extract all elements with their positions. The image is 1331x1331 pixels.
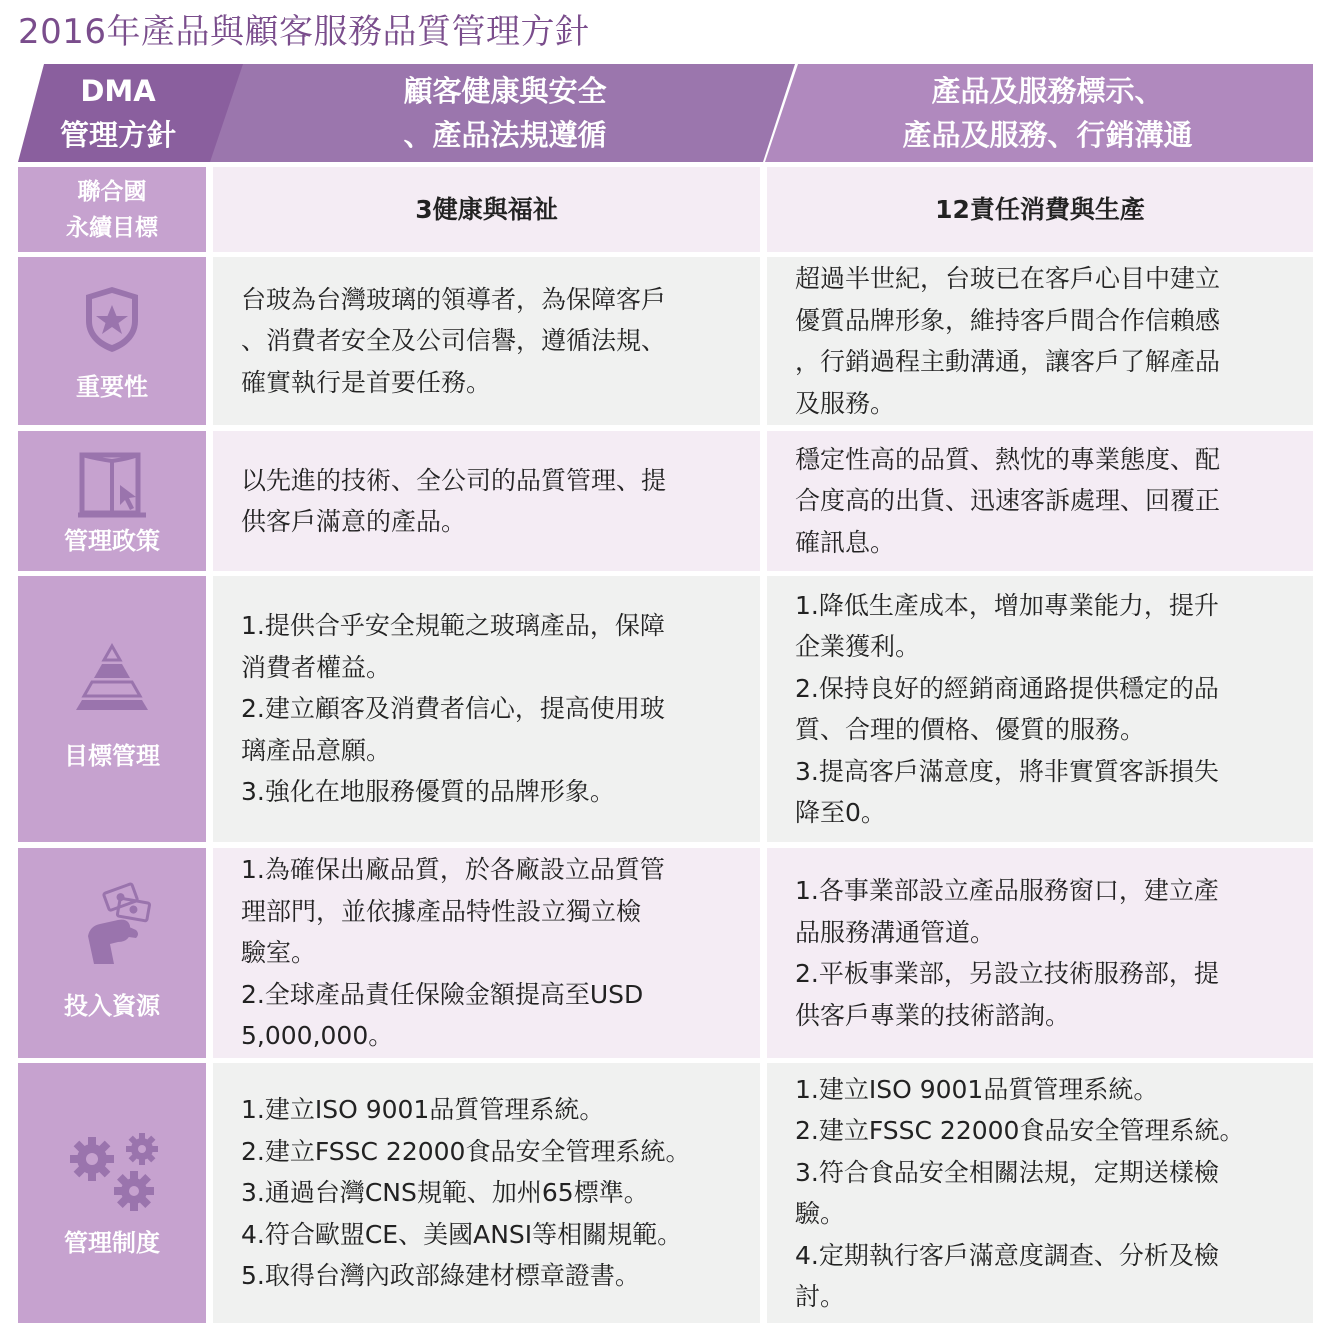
policy-labeling-line1: 穩定性高的品質、熱忱的專業態度、配	[795, 444, 1221, 474]
system-health-item-1-line1: 1.建立ISO 9001品質管理系統。	[241, 1095, 605, 1125]
system-health-item-4	[241, 1214, 746, 1256]
goals-labeling-item-2	[795, 668, 1299, 751]
system-health-item-4-line1: 4.符合歐盟CE、美國ANSI等相關規範。	[241, 1219, 683, 1249]
hand-money-icon	[18, 878, 206, 968]
page-title: 2016年產品與顧客服務品質管理方針	[18, 12, 590, 52]
system-health-item-2-line1: 2.建立FSSC 22000食品安全管理系統。	[241, 1136, 691, 1166]
row-label-sdg-line1: 聯合國	[77, 178, 147, 205]
row-label-resources	[18, 848, 206, 1058]
resources-health-item-1-line3: 驗室。	[241, 938, 317, 968]
system-health-item-2	[241, 1131, 746, 1173]
row-label-resources-text: 投入資源	[64, 992, 160, 1020]
system-labeling-item-3-line2: 驗。	[795, 1199, 846, 1228]
importance-health-line1: 台玻為台灣玻璃的領導者，為保障客戶	[241, 284, 667, 314]
goals-health-item-3-line1: 3.強化在地服務優質的品牌形象。	[241, 777, 615, 807]
resources-health-item-1-line2: 理部門，並依據產品特性設立獨立檢	[241, 896, 642, 926]
resources-labeling-item-1-line1: 1.各事業部設立產品服務窗口，建立產	[795, 876, 1219, 905]
importance-labeling-line3: ，行銷過程主動溝通，讓客戶了解產品	[795, 347, 1221, 376]
goals-health-item-3	[241, 771, 746, 813]
resources-health-item-2-line1: 2.全球產品責任保險金額提高至USD	[241, 979, 644, 1009]
sdg-consumption	[767, 167, 1313, 252]
policy-health	[213, 431, 760, 571]
header-dma-line1: DMA	[80, 74, 156, 108]
resources-labeling-item-2-line2: 供客戶專業的技術諮詢。	[795, 1000, 1071, 1030]
policy-health-line2: 供客戶滿意的產品。	[241, 507, 467, 536]
sdg-health	[213, 167, 760, 252]
goals-labeling-item-1	[795, 585, 1299, 668]
system-health-item-3-line1: 3.通過台灣CNS規範、加州65標準。	[241, 1178, 649, 1208]
resources-labeling-item-1	[795, 870, 1299, 953]
system-labeling-item-4-line1: 4.定期執行客戶滿意度調查、分析及檢	[795, 1240, 1219, 1270]
importance-labeling-line2: 優質品牌形象，維持客戶間合作信賴感	[795, 305, 1221, 335]
system-labeling-item-3	[795, 1152, 1299, 1235]
sdg-consumption-text: 12責任消費與生產	[935, 194, 1145, 224]
goals-health-item-1-line1: 1.提供合乎安全規範之玻璃產品，保障	[241, 611, 665, 641]
resources-health-item-2	[241, 974, 746, 1057]
header-labeling	[765, 64, 1313, 162]
system-labeling-item-1-line1: 1.建立ISO 9001品質管理系統。	[795, 1074, 1159, 1104]
system-labeling-item-1	[795, 1069, 1299, 1111]
row-label-importance-text: 重要性	[76, 373, 148, 401]
goals-health-item-2-line2: 璃產品意願。	[241, 735, 392, 765]
system-labeling-item-4-line2: 討。	[795, 1282, 846, 1311]
resources-health-item-1-line1: 1.為確保出廠品質，於各廠設立品質管	[241, 855, 665, 885]
policy-health-line1: 以先進的技術、全公司的品質管理、提	[241, 465, 667, 495]
resources-health	[213, 848, 760, 1058]
system-health	[213, 1063, 760, 1323]
resources-labeling-item-2	[795, 953, 1299, 1036]
goals-health	[213, 576, 760, 842]
system-labeling-item-2	[795, 1110, 1299, 1152]
row-label-goals	[18, 576, 206, 842]
importance-labeling-line1: 超過半世紀，台玻已在客戶心目中建立	[795, 264, 1221, 293]
goals-health-item-1	[241, 605, 746, 688]
resources-labeling	[767, 848, 1313, 1058]
header-labeling-line1: 產品及服務標示、	[931, 74, 1164, 108]
header-health-safety	[210, 64, 795, 162]
header-health-safety-line1: 顧客健康與安全	[403, 74, 607, 108]
system-labeling-item-3-line1: 3.符合食品安全相關法規，定期送樣檢	[795, 1157, 1219, 1187]
resources-health-item-1	[241, 849, 746, 974]
resources-labeling-item-2-line1: 2.平板事業部，另設立技術服務部，提	[795, 959, 1219, 988]
goals-labeling-item-3	[795, 751, 1299, 834]
goals-health-item-2	[241, 688, 746, 771]
importance-labeling	[767, 257, 1313, 425]
goals-health-item-1-line2: 消費者權益。	[241, 652, 392, 682]
policy-labeling-line3: 確訊息。	[795, 527, 896, 557]
header-health-safety-line2: 、產品法規遵循	[403, 118, 607, 152]
system-health-item-3	[241, 1172, 746, 1214]
resources-labeling-item-1-line2: 品服務溝通管道。	[795, 917, 996, 947]
system-labeling	[767, 1063, 1313, 1323]
row-label-system-text: 管理制度	[64, 1229, 160, 1257]
row-label-policy-text: 管理政策	[64, 527, 160, 555]
system-labeling-item-4	[795, 1235, 1299, 1318]
gears-icon	[18, 1127, 206, 1217]
goals-labeling-item-3-line1: 3.提高客戶滿意度，將非實質客訴損失	[795, 756, 1219, 786]
row-label-policy	[18, 431, 206, 571]
header-labeling-line2: 產品及服務、行銷溝通	[902, 118, 1193, 152]
importance-health	[213, 257, 760, 425]
importance-health-line3: 確實執行是首要任務。	[241, 367, 492, 397]
row-label-sdg	[18, 167, 206, 252]
pyramid-icon	[18, 642, 206, 712]
system-health-item-5	[241, 1255, 746, 1297]
importance-health-line2: 、消費者安全及公司信譽，遵循法規、	[241, 326, 667, 356]
resources-health-item-2-line2: 5,000,000。	[241, 1021, 394, 1051]
goals-health-item-2-line1: 2.建立顧客及消費者信心，提高使用玻	[241, 694, 665, 724]
goals-labeling	[767, 576, 1313, 842]
goals-labeling-item-2-line1: 2.保持良好的經銷商通路提供穩定的品	[795, 673, 1219, 703]
row-label-goals-text: 目標管理	[64, 742, 160, 770]
row-label-importance	[18, 257, 206, 425]
goals-labeling-item-1-line2: 企業獲利。	[795, 632, 921, 661]
policy-labeling-line2: 合度高的出貨、迅速客訴處理、回覆正	[795, 486, 1221, 516]
importance-labeling-line4: 及服務。	[795, 388, 896, 418]
row-label-system	[18, 1063, 206, 1323]
goals-labeling-item-1-line1: 1.降低生產成本，增加專業能力，提升	[795, 590, 1219, 620]
shield-star-icon	[18, 285, 206, 353]
goals-labeling-item-3-line2: 降至0。	[795, 798, 886, 827]
open-book-icon	[18, 451, 206, 519]
system-health-item-5-line1: 5.取得台灣內政部綠建材標章證書。	[241, 1261, 640, 1291]
sdg-health-text: 3健康與福祉	[415, 194, 558, 224]
header-dma-line2: 管理方針	[59, 118, 176, 152]
system-health-item-1	[241, 1089, 746, 1131]
policy-labeling	[767, 431, 1313, 571]
system-labeling-item-2-line1: 2.建立FSSC 22000食品安全管理系統。	[795, 1116, 1245, 1145]
goals-labeling-item-2-line2: 質、合理的價格、優質的服務。	[795, 715, 1146, 744]
row-label-sdg-line2: 永續目標	[66, 214, 158, 241]
